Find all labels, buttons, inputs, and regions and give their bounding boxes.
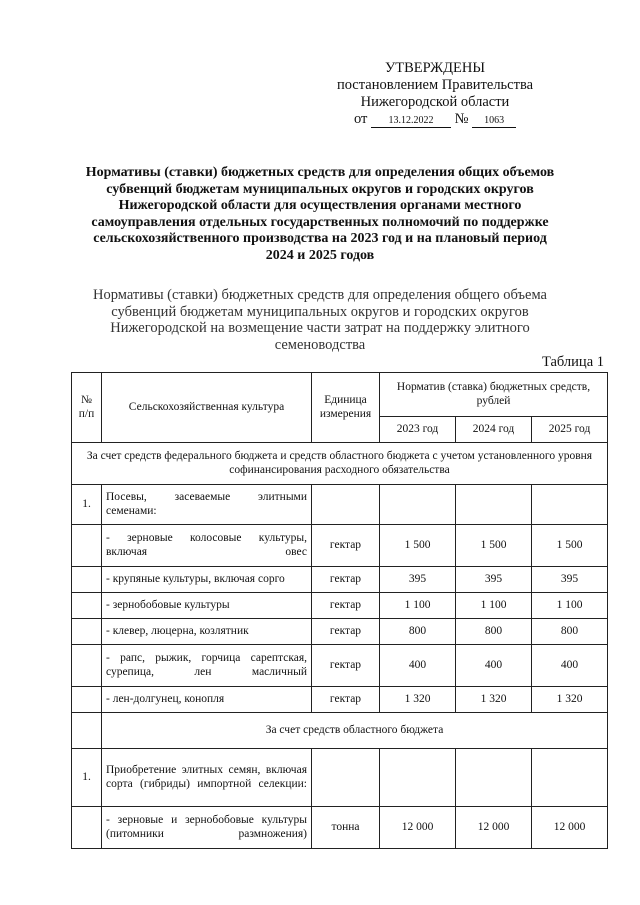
empty-cell (72, 593, 102, 619)
norms-table (71, 372, 608, 849)
crop-cell: - рапс, рыжик, горчица сарептская, сурепица, лен масличный (102, 645, 312, 687)
empty-cell (532, 749, 608, 807)
table-row (72, 525, 608, 567)
table-row (72, 807, 608, 849)
table-row (72, 645, 608, 687)
approval-line-1: постановлением Правительства (336, 77, 534, 93)
section-federal: За счет средств федерального бюджета и средств областного бюджета с учетом установленного уровня софинансирования расходного обязательства (72, 443, 608, 485)
approval-heading: УТВЕРЖДЕНЫ (384, 60, 486, 76)
value-2023: 1 100 (380, 593, 456, 619)
value-2024: 1 320 (456, 687, 532, 713)
crop-cell: - зернобобовые культуры (102, 593, 312, 619)
section-row (72, 713, 608, 749)
header-year-2024: 2024 год (456, 417, 532, 443)
value-2023: 1 320 (380, 687, 456, 713)
empty-cell (72, 567, 102, 593)
header-unit: Единица измерения (312, 373, 380, 443)
document-title: Нормативы (ставки) бюджетных средств для определения общих объемов субвенций бюджетам муниципальных округов и городских округов Нижегородской области для осуществления органами местного самоуправления отдельных государственных полномочий по поддержке сельскохозяйственного производства на 2023 год и на плановый период 2024 и 2025 годов (85, 165, 555, 263)
group-row (72, 749, 608, 807)
approval-block (330, 60, 540, 128)
approval-date-line (330, 111, 540, 128)
crop-cell: - клевер, люцерна, козлятник (102, 619, 312, 645)
value-2023: 1 500 (380, 525, 456, 567)
empty-cell (312, 485, 380, 525)
header-row (72, 373, 608, 417)
group-number: 1. (72, 485, 102, 525)
section-regional: За счет средств областного бюджета (102, 713, 608, 749)
approval-line-2: Нижегородской области (360, 94, 510, 110)
table-row (72, 593, 608, 619)
empty-cell (72, 645, 102, 687)
unit-cell: гектар (312, 525, 380, 567)
crop-cell: - лен-долгунец, конопля (102, 687, 312, 713)
empty-cell (380, 485, 456, 525)
header-crop: Сельскохозяйственная культура (102, 373, 312, 443)
value-2024: 1 100 (456, 593, 532, 619)
value-2025: 395 (532, 567, 608, 593)
header-norm: Норматив (ставка) бюджетных средств, рублей (380, 373, 608, 417)
value-2024: 395 (456, 567, 532, 593)
approval-number: 1063 (472, 115, 516, 128)
empty-cell (380, 749, 456, 807)
value-2024: 400 (456, 645, 532, 687)
value-2025: 800 (532, 619, 608, 645)
value-2025: 1 320 (532, 687, 608, 713)
empty-cell (72, 713, 102, 749)
empty-cell (72, 525, 102, 567)
empty-cell (72, 687, 102, 713)
crop-cell: - зерновые колосовые культуры, включая овес (102, 525, 312, 567)
group-label: Посевы, засеваемые элитными семенами: (102, 485, 312, 525)
date-prefix: от (353, 111, 368, 127)
header-year-2025: 2025 год (532, 417, 608, 443)
value-2025: 400 (532, 645, 608, 687)
table-row (72, 619, 608, 645)
header-num: № п/п (72, 373, 102, 443)
unit-cell: гектар (312, 593, 380, 619)
group-row (72, 485, 608, 525)
value-2024: 1 500 (456, 525, 532, 567)
value-2025: 12 000 (532, 807, 608, 849)
unit-cell: тонна (312, 807, 380, 849)
empty-cell (456, 485, 532, 525)
document-subtitle: Нормативы (ставки) бюджетных средств для определения общего объема субвенций бюджетам муниципальных округов и городских округов Нижегородской на возмещение части затрат на поддержку элитного семеноводства (92, 287, 547, 353)
value-2025: 1 100 (532, 593, 608, 619)
table-label: Таблица 1 (541, 354, 604, 370)
value-2023: 12 000 (380, 807, 456, 849)
table-row (72, 687, 608, 713)
header-year-2023: 2023 год (380, 417, 456, 443)
empty-cell (312, 749, 380, 807)
empty-cell (72, 619, 102, 645)
table-row (72, 567, 608, 593)
number-prefix: № (454, 111, 469, 127)
crop-cell: - зерновые и зернобобовые культуры (питомники размножения) (102, 807, 312, 849)
group-label: Приобретение элитных семян, включая сорта (гибриды) импортной селекции: (102, 749, 312, 807)
value-2023: 800 (380, 619, 456, 645)
value-2025: 1 500 (532, 525, 608, 567)
unit-cell: гектар (312, 567, 380, 593)
value-2024: 12 000 (456, 807, 532, 849)
crop-cell: - крупяные культуры, включая сорго (102, 567, 312, 593)
unit-cell: гектар (312, 645, 380, 687)
value-2023: 395 (380, 567, 456, 593)
approval-date: 13.12.2022 (371, 115, 451, 128)
empty-cell (532, 485, 608, 525)
value-2024: 800 (456, 619, 532, 645)
empty-cell (72, 807, 102, 849)
section-row (72, 443, 608, 485)
group-number: 1. (72, 749, 102, 807)
empty-cell (456, 749, 532, 807)
unit-cell: гектар (312, 687, 380, 713)
value-2023: 400 (380, 645, 456, 687)
unit-cell: гектар (312, 619, 380, 645)
